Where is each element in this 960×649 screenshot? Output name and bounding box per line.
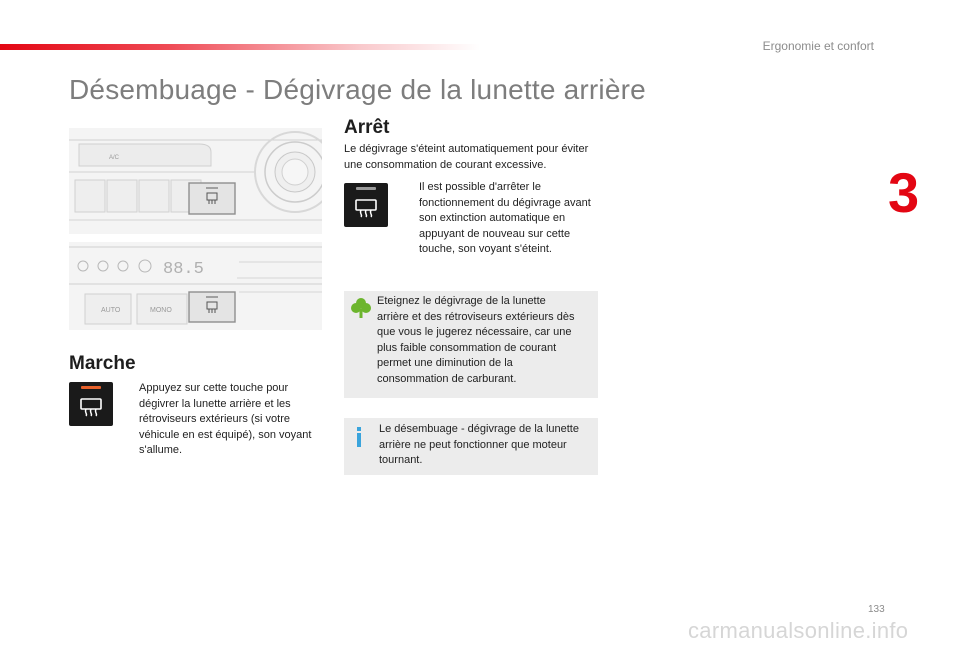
eco-tree-icon bbox=[351, 297, 371, 319]
ac-label: A/C bbox=[109, 155, 120, 161]
eco-note-box bbox=[344, 291, 598, 398]
indicator-led-off bbox=[356, 187, 376, 190]
rear-defrost-button-on[interactable] bbox=[69, 382, 113, 426]
panel-display-value: 88.5 bbox=[163, 260, 204, 279]
control-panel-illustration-bottom bbox=[69, 242, 322, 330]
page-title: Désembuage - Dégivrage de la lunette arrière bbox=[69, 74, 646, 105]
control-panel-illustration-top bbox=[69, 128, 322, 234]
indicator-led-on bbox=[81, 386, 101, 389]
rear-defrost-button-off[interactable] bbox=[344, 183, 388, 227]
marche-description: Appuyez sur cette touche pour dégivrer la lunette arrière et les rétroviseurs extérieurs (si votre véhicule en est équipé), son voyant s'allume. bbox=[139, 382, 312, 456]
mono-label: MONO bbox=[150, 307, 172, 314]
page-number: 133 bbox=[868, 604, 885, 615]
info-note-text: Le désembuage - dégivrage de la lunette arrière ne peut fonctionner que moteur tournant. bbox=[379, 423, 579, 466]
arret-description: Il est possible d'arrêter le fonctionnement du dégivrage avant son extinction automatique en appuyant de nouveau sur cette touche, son voyant s'éteint. bbox=[419, 181, 591, 255]
info-note-box bbox=[344, 418, 598, 475]
auto-label: AUTO bbox=[101, 307, 121, 314]
control-panel-drawing-top bbox=[69, 128, 322, 234]
arret-heading: Arrêt bbox=[344, 117, 390, 138]
eco-note-text: Eteignez le dégivrage de la lunette arrière et des rétroviseurs extérieurs dès que vous le jugerez nécessaire, car une plus faible consommation de courant permet une diminution de la consommation de carburant. bbox=[377, 295, 575, 385]
rear-defrost-icon bbox=[79, 397, 103, 417]
chapter-number: 3 bbox=[888, 161, 920, 224]
header-accent-bar bbox=[0, 44, 480, 50]
rear-defrost-icon bbox=[354, 198, 378, 218]
control-panel-drawing-bottom bbox=[69, 242, 322, 330]
info-icon bbox=[354, 426, 364, 448]
marche-heading: Marche bbox=[69, 353, 136, 374]
section-header: Ergonomie et confort bbox=[762, 39, 874, 53]
arret-intro: Le dégivrage s'éteint automatiquement pour éviter une consommation de courant excessive. bbox=[344, 143, 589, 171]
watermark: carmanualsonline.info bbox=[688, 618, 909, 643]
